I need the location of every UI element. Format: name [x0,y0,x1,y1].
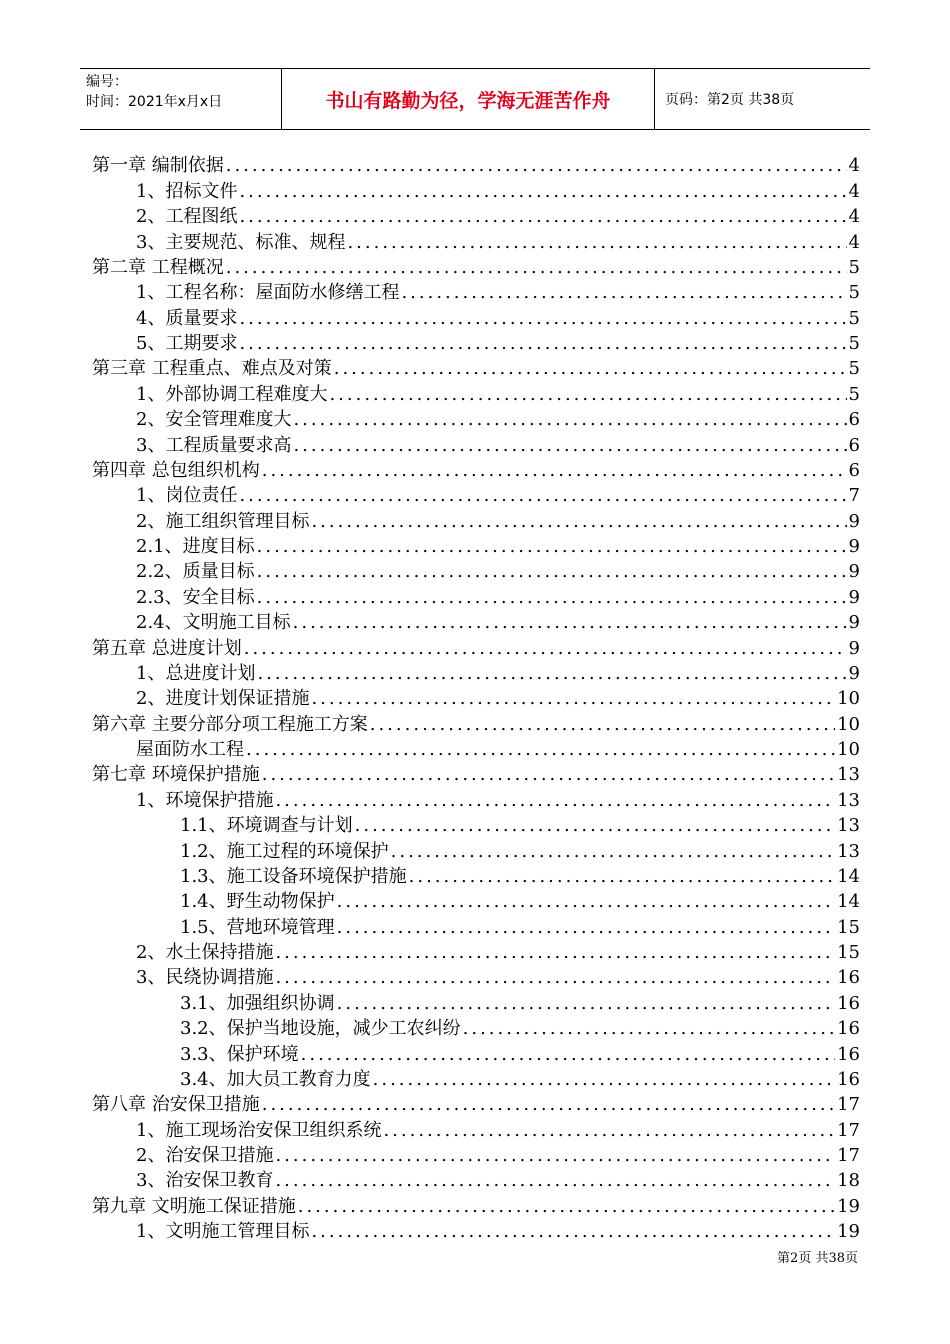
toc-entry[interactable] [92,710,860,735]
toc-entry-page: 5 [848,307,860,329]
toc-entry-title: 1.1、环境调查与计划 [180,815,353,837]
toc-entry-title: 1、招标文件 [136,180,238,202]
toc-entry-title: 第六章 主要分部分项工程施工方案 [92,713,368,735]
toc-entry-page: 6 [848,434,860,456]
toc-entry-title: 2、施工组织管理目标 [136,510,310,532]
toc-entry-title: 第七章 环境保护措施 [92,764,260,786]
toc-entry-page: 17 [837,1145,860,1166]
toc-dot-leader [262,460,847,482]
toc-entry[interactable] [92,888,860,913]
toc-entry[interactable] [92,913,860,938]
toc-entry[interactable] [92,812,860,837]
toc-dot-leader [262,1094,835,1116]
toc-entry[interactable] [92,1142,860,1167]
toc-entry-page: 4 [848,206,860,228]
toc-entry[interactable] [92,457,860,482]
toc-entry[interactable] [92,660,860,685]
toc-dot-leader [334,358,847,380]
toc-entry-title: 1、环境保护措施 [136,789,274,811]
toc-entry-page: 5 [848,358,860,380]
toc-entry[interactable] [92,279,860,304]
toc-entry-page: 9 [848,637,860,659]
toc-dot-leader [409,866,835,888]
toc-entry[interactable] [92,304,860,329]
toc-dot-leader [301,1044,835,1066]
toc-entry[interactable] [92,761,860,786]
footer-page-number: 第2页 共38页 [777,1251,858,1266]
toc-entry-page: 5 [848,282,860,304]
toc-dot-leader [311,1221,835,1243]
toc-entry-page: 13 [837,764,860,786]
toc-entry-title: 3.4、加大员工教育力度 [180,1068,371,1090]
toc-entry-page: 4 [848,180,860,202]
toc-dot-leader [257,536,847,558]
toc-entry-page: 10 [837,739,860,760]
toc-entry-title: 4、质量要求 [136,307,238,329]
toc-dot-leader [275,967,835,989]
toc-entry-page: 4 [848,231,860,253]
toc-entry-title: 2.2、质量目标 [136,561,255,583]
toc-entry[interactable] [92,837,860,862]
toc-dot-leader [355,815,835,837]
toc-entry-page: 16 [837,992,860,1014]
toc-entry[interactable] [92,1218,860,1243]
toc-entry[interactable] [92,634,860,659]
toc-entry-page: 5 [848,256,860,278]
toc-entry-title: 2、工程图纸 [136,206,238,228]
toc-entry-page: 9 [848,510,860,532]
toc-dot-leader [329,384,846,406]
toc-entry-title: 1、外部协调工程难度大 [136,383,328,405]
toc-entry-page: 5 [848,383,860,405]
header-number-label: 编号： [86,74,128,90]
toc-dot-leader [244,638,847,660]
toc-entry[interactable] [92,152,860,177]
toc-entry[interactable] [92,583,860,608]
toc-entry[interactable] [92,609,860,634]
toc-dot-leader [257,587,847,609]
toc-dot-leader [311,688,835,710]
toc-entry-title: 1、总进度计划 [136,662,256,684]
toc-entry-title: 5、工期要求 [136,333,238,354]
toc-entry[interactable] [92,431,860,456]
header-page-info: 页码：第2页 共38页 [665,92,795,108]
toc-entry[interactable] [92,1066,860,1091]
toc-entry-page: 6 [848,409,860,431]
toc-dot-leader [383,1120,835,1142]
toc-entry-title: 2、安全管理难度大 [136,409,292,431]
toc-dot-leader [391,841,835,863]
toc-dot-leader [239,181,846,203]
toc-entry[interactable] [92,989,860,1014]
toc-entry[interactable] [92,177,860,202]
toc-dot-leader [337,917,835,939]
toc-dot-leader [463,1018,835,1040]
toc-entry-page: 19 [837,1221,860,1243]
toc-entry-page: 17 [837,1119,860,1141]
toc-entry[interactable] [92,1116,860,1141]
toc-entry-page: 9 [848,561,860,583]
toc-dot-leader [337,891,835,913]
toc-entry-page: 17 [837,1094,860,1116]
toc-entry-title: 第九章 文明施工保证措施 [92,1195,296,1217]
toc-entry[interactable] [92,330,860,355]
toc-entry-page: 15 [837,916,860,938]
header-date: 时间：2021年x月x日 [86,94,223,110]
toc-dot-leader [239,485,846,507]
toc-entry-title: 第二章 工程概况 [92,256,224,278]
toc-entry-page: 14 [837,865,860,887]
header-meta [80,69,282,129]
toc-entry-title: 3.3、保护环境 [180,1043,299,1065]
toc-entry-page: 16 [837,1068,860,1090]
toc-entry[interactable] [92,685,860,710]
toc-entry-page: 9 [848,536,860,557]
toc-entry[interactable] [92,1192,860,1217]
toc-dot-leader [246,739,835,761]
toc-entry-title: 3、治安保卫教育 [136,1170,274,1192]
toc-entry-page: 9 [848,612,860,634]
toc-dot-leader [226,155,847,177]
toc-entry-title: 1.2、施工过程的环境保护 [180,840,389,862]
toc-entry[interactable] [92,736,860,761]
toc-entry-title: 第八章 治安保卫措施 [92,1094,260,1116]
toc-entry-title: 1、施工现场治安保卫组织系统 [136,1119,382,1141]
toc-dot-leader [401,282,846,304]
toc-entry-page: 10 [837,688,860,710]
toc-dot-leader [239,206,846,228]
toc-entry-title: 第三章 工程重点、难点及对策 [92,358,332,380]
toc-dot-leader [370,714,835,736]
toc-entry[interactable] [92,1091,860,1116]
toc-entry-title: 3.1、加强组织协调 [180,992,335,1014]
toc-dot-leader [275,790,835,812]
toc-dot-leader [293,612,847,634]
toc-entry[interactable] [92,507,860,532]
toc-entry-page: 10 [837,713,860,735]
toc-entry-title: 第四章 总包组织机构 [92,459,260,481]
toc-dot-leader [239,308,846,330]
toc-entry-title: 屋面防水工程 [136,739,244,760]
toc-entry-title: 1.3、施工设备环境保护措施 [180,865,407,887]
toc-dot-leader [293,409,846,431]
toc-entry-title: 第一章 编制依据 [92,155,224,177]
toc-entry-title: 2.4、文明施工目标 [136,612,291,634]
toc-entry-page: 9 [848,586,860,608]
toc-entry-page: 16 [837,1043,860,1065]
table-of-contents [92,152,860,1243]
toc-dot-leader [275,942,835,964]
toc-entry-page: 16 [837,1018,860,1040]
toc-entry-page: 5 [848,333,860,354]
toc-entry-page: 14 [837,891,860,913]
toc-entry[interactable] [92,786,860,811]
page-header [80,68,870,130]
toc-dot-leader [337,993,835,1015]
toc-entry-page: 9 [848,662,860,684]
toc-entry[interactable] [92,406,860,431]
toc-entry[interactable] [92,254,860,279]
toc-entry[interactable] [92,964,860,989]
toc-entry[interactable] [92,380,860,405]
toc-entry[interactable] [92,1015,860,1040]
toc-entry-page: 16 [837,967,860,989]
toc-entry-page: 6 [848,459,860,481]
toc-entry-page: 13 [837,789,860,811]
toc-dot-leader [275,1170,835,1192]
toc-entry-title: 2.3、安全目标 [136,586,255,608]
toc-entry-title: 第五章 总进度计划 [92,637,242,659]
toc-entry-title: 1、岗位责任 [136,485,238,507]
toc-dot-leader [293,435,846,457]
toc-dot-leader [311,511,846,533]
toc-entry-title: 2、水土保持措施 [136,942,274,963]
toc-entry-title: 3.2、保护当地设施，减少工农纠纷 [180,1018,461,1040]
toc-entry-title: 3、工程质量要求高 [136,434,292,456]
toc-entry-title: 1、工程名称：屋面防水修缮工程 [136,282,400,304]
toc-entry[interactable] [92,533,860,558]
toc-entry[interactable] [92,558,860,583]
toc-entry-title: 3、民绕协调措施 [136,967,274,989]
toc-entry-page: 7 [848,485,860,507]
toc-dot-leader [298,1196,835,1218]
toc-entry[interactable] [92,939,860,964]
toc-dot-leader [226,257,847,279]
toc-entry-title: 2、治安保卫措施 [136,1145,274,1166]
toc-entry[interactable] [92,1040,860,1065]
toc-entry[interactable] [92,228,860,253]
toc-entry-page: 15 [837,942,860,963]
toc-entry[interactable] [92,203,860,228]
toc-entry[interactable] [92,863,860,888]
toc-entry-page: 13 [837,815,860,837]
toc-dot-leader [239,333,846,355]
toc-dot-leader [262,764,835,786]
toc-entry-title: 2、进度计划保证措施 [136,688,310,710]
toc-entry-title: 1.4、野生动物保护 [180,891,335,913]
toc-entry-page: 13 [837,840,860,862]
toc-entry-page: 4 [848,155,860,177]
toc-entry-title: 1.5、营地环境管理 [180,916,335,938]
toc-entry-title: 2.1、进度目标 [136,536,255,557]
toc-dot-leader [257,663,846,685]
toc-dot-leader [373,1069,835,1091]
toc-entry-title: 1、文明施工管理目标 [136,1221,310,1243]
toc-entry-page: 19 [837,1195,860,1217]
toc-dot-leader [257,561,847,583]
header-motto: 书山有路勤为径，学海无涯苦作舟 [282,69,655,129]
toc-entry-page: 18 [837,1170,860,1192]
toc-entry[interactable] [92,355,860,380]
toc-entry[interactable] [92,1167,860,1192]
toc-dot-leader [275,1145,835,1167]
toc-dot-leader [347,232,846,254]
toc-entry[interactable] [92,482,860,507]
toc-entry-title: 3、主要规范、标准、规程 [136,231,346,253]
